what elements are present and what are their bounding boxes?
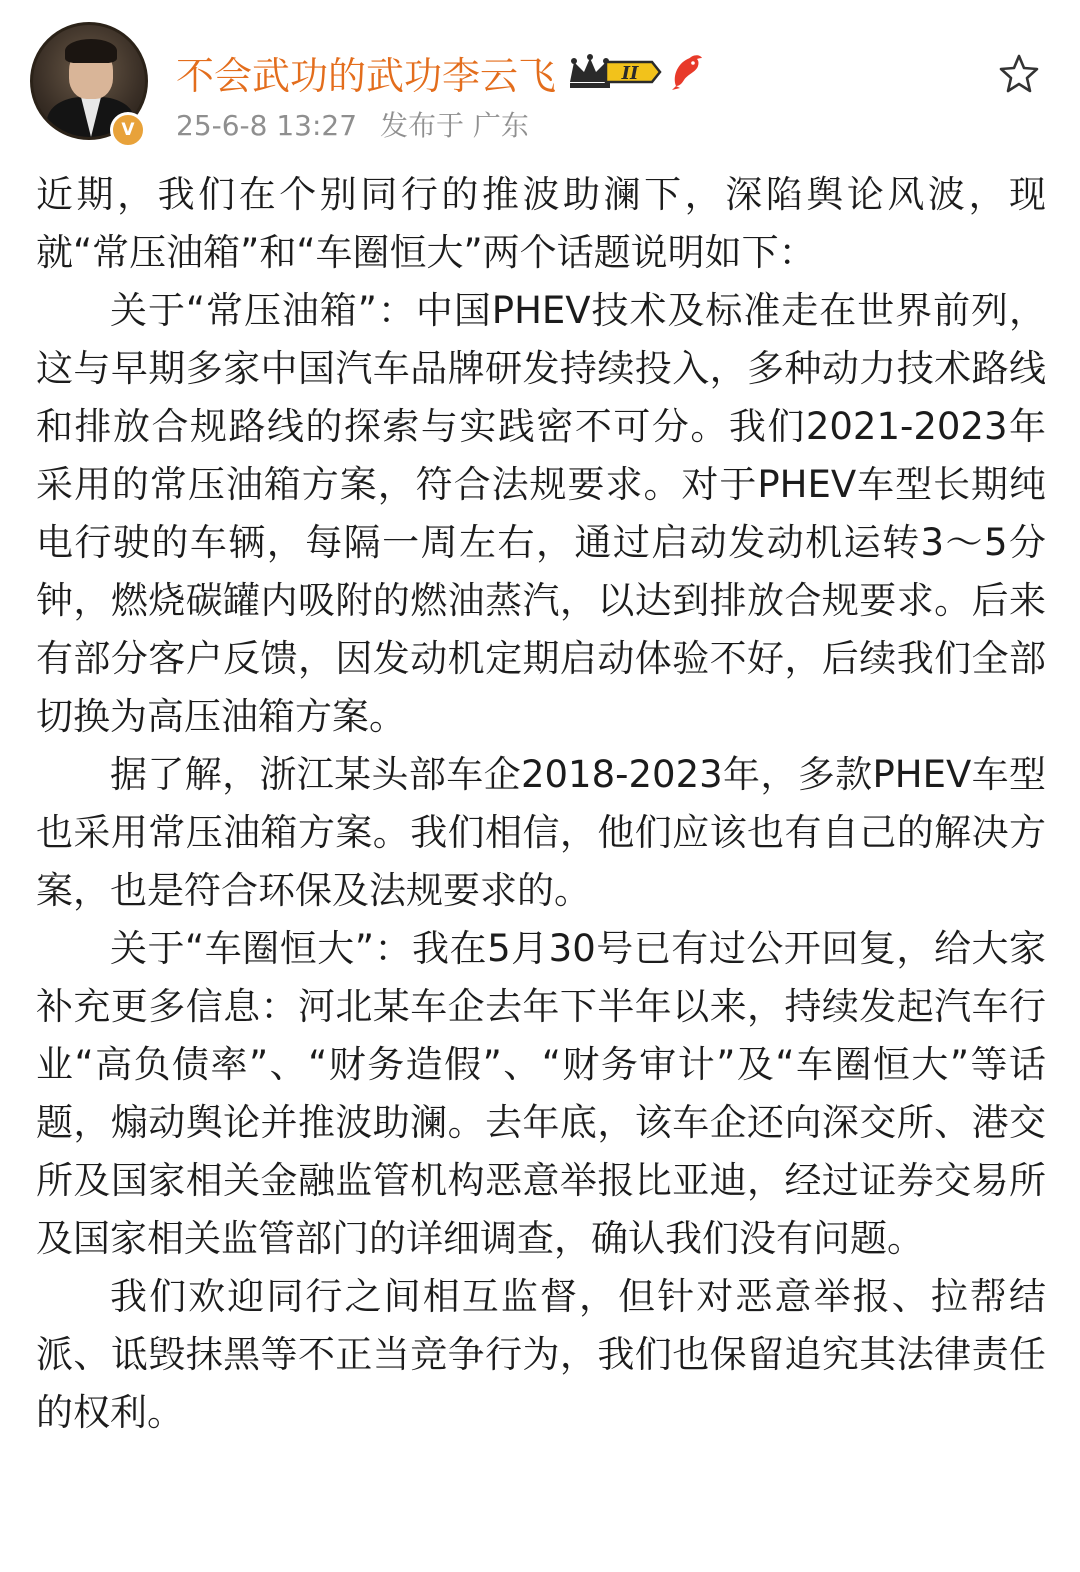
verified-v-icon: V — [110, 112, 146, 148]
koi-fish-icon — [670, 52, 704, 92]
username-row — [176, 42, 704, 102]
favorite-button[interactable] — [996, 50, 1042, 96]
paragraph-5: 我们欢迎同行之间相互监督，但针对恶意举报、拉帮结派、诋毁抹黑等不正当竞争行为，我们也保留追究其法律责任的权利。 — [36, 1275, 1046, 1434]
post-body — [36, 166, 1046, 1442]
post-meta — [176, 104, 543, 144]
author-name[interactable]: 不会武功的武功李云飞 — [176, 53, 557, 98]
paragraph-4: 关于“车圈恒大”：我在5月30号已有过公开回复，给大家补充更多信息：河北某车企去年下半年以来，持续发起汽车行业“高负债率”、“财务造假”、“财务审计”及“车圈恒大”等话题，煽动舆论并推波助澜。去年底，该车企还向深交所、港交所及国家相关金融监管机构恶意举报比亚迪，经过证券交易所及国家相关监管部门的详细调查，确认我们没有问题。 — [36, 927, 1046, 1260]
member-badge[interactable] — [566, 52, 662, 92]
post-header — [0, 0, 1080, 160]
paragraph-1: 近期，我们在个别同行的推波助澜下，深陷舆论风波，现就“常压油箱”和“车圈恒大”两个话题说明如下： — [36, 173, 1046, 274]
paragraph-2: 关于“常压油箱”：中国PHEV技术及标准走在世界前列，这与早期多家中国汽车品牌研发持续投入，多种动力技术路线和排放合规路线的探索与实践密不可分。我们2021-2023年采用的常压油箱方案，符合法规要求。对于PHEV车型长期纯电行驶的车辆，每隔一周左右，通过启动发动机运转3～5分钟，燃烧碳罐内吸附的燃油蒸汽，以达到排放合规要求。后来有部分客户反馈，因发动机定期启动体验不好，后续我们全部切换为高压油箱方案。 — [36, 289, 1046, 738]
post-timestamp: 25-6-8 13:27 — [176, 109, 358, 142]
post-location: 发布于 广东 — [379, 109, 529, 142]
paragraph-3: 据了解，浙江某头部车企2018-2023年，多款PHEV车型也采用常压油箱方案。我们相信，他们应该也有自己的解决方案，也是符合环保及法规要求的。 — [36, 753, 1046, 912]
avatar-hair — [65, 39, 117, 63]
badge-level: II — [621, 63, 639, 84]
star-icon — [998, 52, 1040, 94]
crown-icon — [566, 52, 662, 92]
